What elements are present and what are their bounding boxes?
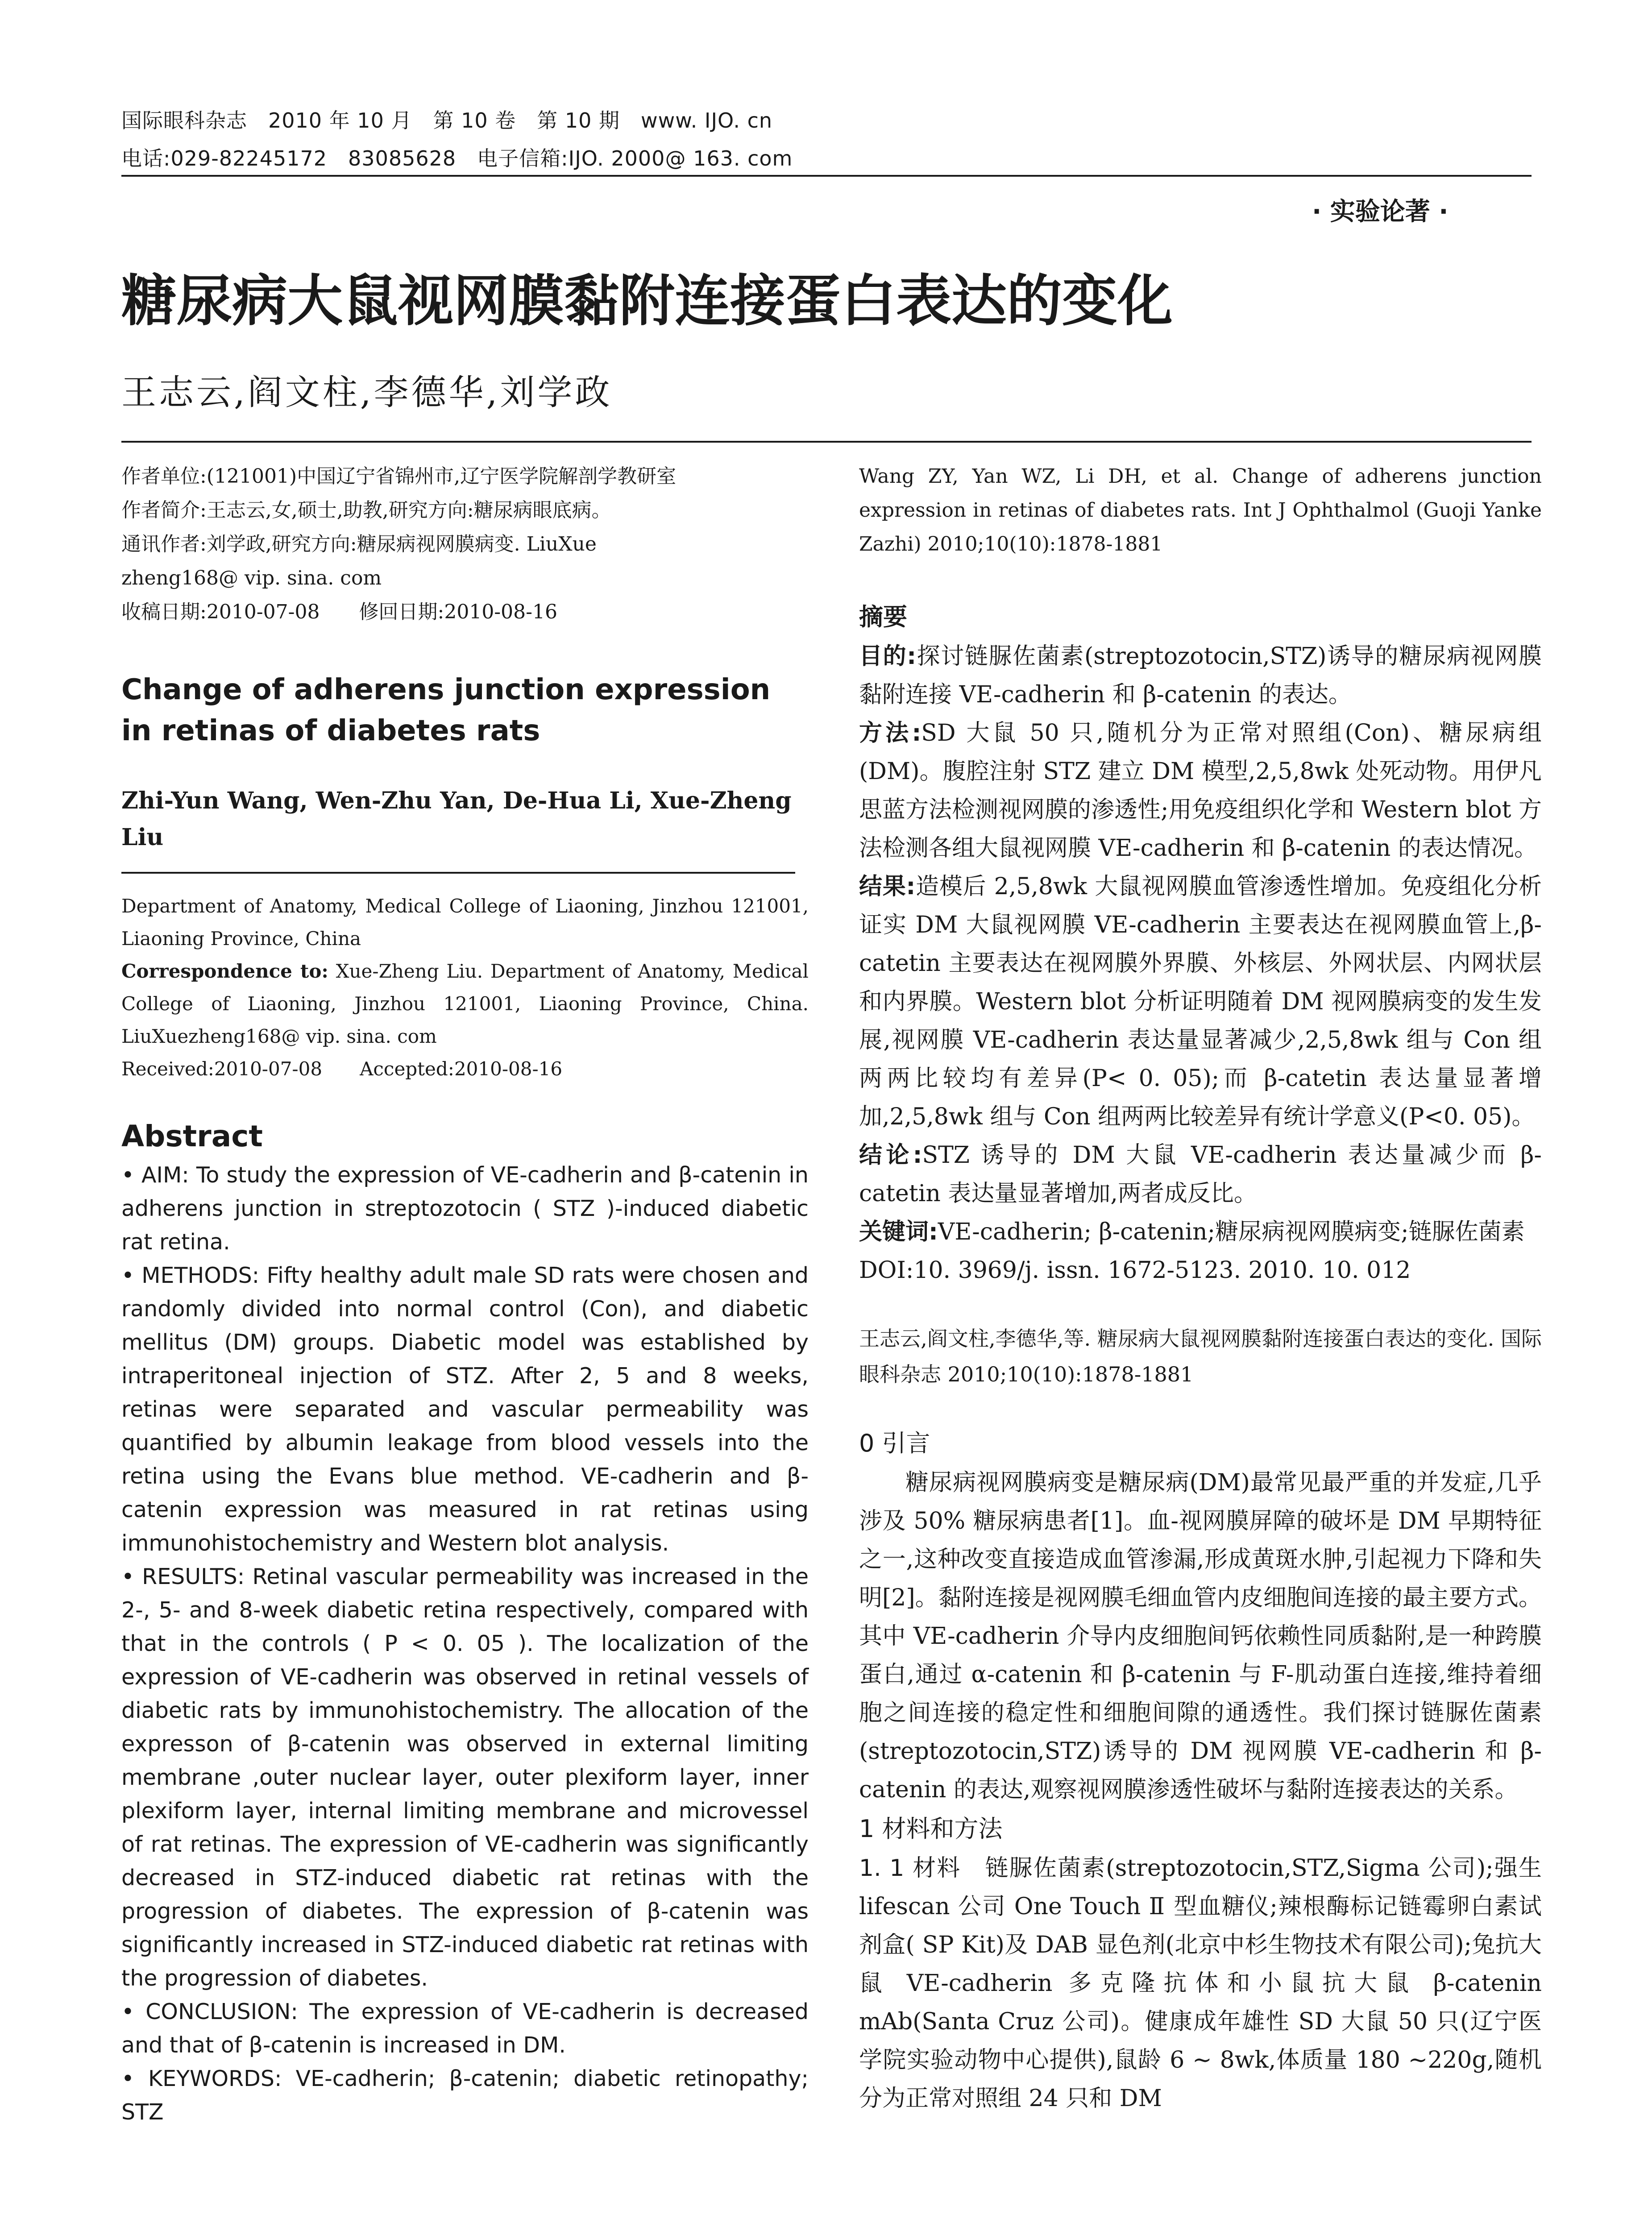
citation-cn: 王志云,阎文柱,李德华,等. 糖尿病大鼠视网膜黏附连接蛋白表达的变化. 国际眼科杂志 2010;10(10):1878-1881 — [859, 1327, 1542, 1386]
corresponding-email: zheng168@ vip. sina. com — [121, 567, 382, 589]
abstract-methods-en — [121, 1259, 809, 1560]
correspondence-en — [121, 955, 809, 1053]
conclusion-label-en: • CONCLUSION: — [121, 1999, 298, 2024]
abstract-keywords-cn — [859, 1213, 1542, 1251]
affiliation-cn — [121, 460, 809, 629]
header-rule — [121, 175, 1532, 177]
materials-paragraph — [859, 1849, 1542, 2118]
aim-label-cn: 目的: — [859, 643, 917, 670]
methods-label-cn: 方法: — [859, 720, 921, 746]
abstract-heading-en: Abstract — [121, 1119, 263, 1153]
department-en: Department of Anatomy, Medical College of Liaoning, Jinzhou 121001, Liaoning Province, China — [121, 895, 809, 950]
conclusion-label-cn: 结论: — [859, 1142, 922, 1169]
methods-text-cn: SD 大鼠 50 只,随机分为正常对照组(Con)、糖尿病组(DM)。腹腔注射 STZ 建立 DM 模型,2,5,8wk 处死动物。用伊凡思蓝方法检测视网膜的渗透性;用免疫组织化学和 Western blot 方法检测各组大鼠视网膜 VE-cadherin 和 β-catenin 的表达情况。 — [859, 720, 1542, 862]
aim-text-en: To study the expression of VE-cadherin and β-catenin in adherens junction in streptozotocin ( STZ )-induced diabetic rat retina. — [121, 1162, 809, 1255]
author-bio: 作者简介:王志云,女,硕士,助教,研究方向:糖尿病眼底病。 — [121, 499, 611, 522]
left-column — [121, 460, 809, 2129]
abstract-conclusion-cn — [859, 1136, 1542, 1213]
results-text-en: Retinal vascular permeability was increased in the 2-, 5- and 8-week diabetic retina respectively, compared with that in the controls ( P < 0. 05 ). The localization of the expression of VE-cadherin was observed in retinal vessels of diabetic rats by immunohistochemistry. The allocation of the expresson of β-catenin was observed in external limiting membrane ,outer nuclear layer, outer plexiform layer, inner plexiform layer, internal limiting membrane and microvessel of rat retinas. The expression of VE-cadherin was significantly decreased in STZ-induced diabetic rat retinas with the progression of diabetes. The expression of β-catenin was significantly increased in STZ-induced diabetic rat retinas with the progression of diabetes. — [121, 1564, 809, 1991]
received-dates-en: Received:2010-07-08 Accepted:2010-08-16 — [121, 1058, 563, 1080]
conclusion-text-en: The expression of VE-cadherin is decreased and that of β-catenin is increased in DM. — [121, 1999, 809, 2058]
keywords-text-en: VE-cadherin; β-catenin; diabetic retinopathy; STZ — [121, 2066, 809, 2125]
authors-en: Zhi-Yun Wang, Wen-Zhu Yan, De-Hua Li, Xue-Zheng Liu — [121, 787, 792, 851]
keywords-label-en: • KEYWORDS: — [121, 2066, 282, 2091]
title-rule — [121, 441, 1532, 443]
methods-label-en: • METHODS: — [121, 1263, 260, 1288]
materials-label: 1. 1 材料 — [859, 1855, 961, 1882]
results-label-cn: 结果: — [859, 873, 916, 900]
affiliation-en — [121, 890, 809, 1085]
doi: DOI:10. 3969/j. issn. 1672-5123. 2010. 10. 012 — [859, 1257, 1411, 1284]
abstract-methods-cn — [859, 714, 1542, 867]
methods-text-en: Fifty healthy adult male SD rats were chosen and randomly divided into normal control (Con), and diabetic mellitus (DM) groups. Diabetic model was established by intraperitoneal injection of STZ. After 2, 5 and 8 weeks, retinas were separated and vascular permeability was quantified by albumin leakage from blood vessels into the retina using the Evans blue method. VE-cadherin and β-catenin expression was measured in rat retinas using immunohistochemistry and Western blot analysis. — [121, 1263, 809, 1556]
abstract-keywords-en — [121, 2062, 809, 2129]
journal-header-line-1: 国际眼科杂志 2010 年 10 月 第 10 卷 第 10 期 www. IJO. cn — [121, 108, 773, 133]
abstract-aim-en — [121, 1158, 809, 1259]
journal-header-line-2: 电话:029-82245172 83085628 电子信箱:IJO. 2000@ 163. com — [121, 146, 793, 170]
title-en: Change of adherens junction expression in retinas of diabetes rats — [121, 673, 771, 747]
correspondence-label: Correspondence to: — [121, 960, 328, 982]
abstract-aim-cn — [859, 637, 1542, 714]
citation-en: Wang ZY, Yan WZ, Li DH, et al. Change of adherens junction expression in retinas of diabetes rats. Int J Ophthalmol (Guoji Yanke Zazhi) 2010;10(10):1878-1881 — [859, 465, 1542, 556]
materials-text: 链脲佐菌素(streptozotocin,STZ,Sigma 公司);强生 lifescan 公司 One Touch Ⅱ 型血糖仪;辣根酶标记链霉卵白素试剂盒( SP Kit)及 DAB 显色剂(北京中杉生物技术有限公司);兔抗大鼠 VE-cadherin 多克隆抗体和小鼠抗大鼠 β-catenin mAb(Santa Cruz 公司)。健康成年雄性 SD 大鼠 50 只(辽宁医学院实验动物中心提供),鼠龄 6 ~ 8wk,体质量 180 ~220g,随机分为正常对照组 24 只和 DM — [859, 1855, 1542, 2112]
keywords-label-cn: 关键词: — [859, 1219, 938, 1245]
received-dates-cn: 收稿日期:2010-07-08 修回日期:2010-08-16 — [121, 601, 558, 623]
abstract-conclusion-en — [121, 1995, 809, 2062]
corresponding-author: 通讯作者:刘学政,研究方向:糖尿病视网膜病变. LiuXue — [121, 533, 597, 556]
abstract-en — [121, 1158, 809, 2129]
authors-cn: 王志云,阎文柱,李德华,刘学政 — [121, 373, 613, 413]
aim-label-en: • AIM: — [121, 1162, 189, 1188]
page-title-cn: 糖尿病大鼠视网膜黏附连接蛋白表达的变化 — [121, 269, 1173, 333]
section-tag: · 实验论著 · — [1312, 197, 1449, 226]
methods-heading: 1 材料和方法 — [859, 1815, 1003, 1843]
aim-text-cn: 探讨链脲佐菌素(streptozotocin,STZ)诱导的糖尿病视网膜黏附连接 VE-cadherin 和 β-catenin 的表达。 — [859, 643, 1542, 708]
intro-paragraph: 糖尿病视网膜病变是糖尿病(DM)最常见最严重的并发症,几乎涉及 50% 糖尿病患者[1]。血-视网膜屏障的破坏是 DM 早期特征之一,这种改变直接造成血管渗漏,形成黄斑水肿,引起视力下降和失明[2]。黏附连接是视网膜毛细血管内皮细胞间连接的最主要方式。其中 VE-cadherin 介导内皮细胞间钙依赖性同质黏附,是一种跨膜蛋白,通过 α-catenin 和 β-catenin 与 F-肌动蛋白连接,维持着细胞之间连接的稳定性和细胞间隙的通透性。我们探讨链脲佐菌素(streptozotocin,STZ)诱导的 DM 视网膜 VE-cadherin 和 β-catenin 的表达,观察视网膜渗透性破坏与黏附连接表达的关系。 — [859, 1469, 1542, 1803]
abstract-results-en — [121, 1560, 809, 1995]
conclusion-text-cn: STZ 诱导的 DM 大鼠 VE-cadherin 表达量减少而 β-catetin 表达量显著增加,两者成反比。 — [859, 1142, 1542, 1207]
authors-rule — [121, 872, 795, 874]
right-column — [859, 460, 1542, 2118]
results-label-en: • RESULTS: — [121, 1564, 245, 1589]
keywords-text-cn: VE-cadherin; β-catenin;糖尿病视网膜病变;链脲佐菌素 — [938, 1219, 1525, 1245]
correspondence-text: Xue-Zheng Liu. Department of Anatomy, Medical College of Liaoning, Jinzhou 121001, Liaoning Province, China. LiuXuezheng168@ vip. sina. com — [121, 960, 809, 1047]
affiliation-unit: 作者单位:(121001)中国辽宁省锦州市,辽宁医学院解剖学教研室 — [121, 465, 677, 488]
abstract-heading-cn: 摘要 — [859, 603, 907, 631]
abstract-results-cn — [859, 867, 1542, 1136]
results-text-cn: 造模后 2,5,8wk 大鼠视网膜血管渗透性增加。免疫组化分析证实 DM 大鼠视网膜 VE-cadherin 主要表达在视网膜血管上,β-catetin 主要表达在视网膜外界膜、外核层、外网状层、内网状层和内界膜。Western blot 分析证明随着 DM 视网膜病变的发生发展,视网膜 VE-cadherin 表达量显著减少,2,5,8wk 组与 Con 组两两比较均有差异(P< 0. 05);而 β-catetin 表达量显著增加,2,5,8wk 组与 Con 组两两比较差异有统计学意义(P<0. 05)。 — [859, 873, 1542, 1130]
intro-heading: 0 引言 — [859, 1429, 930, 1457]
abstract-cn — [859, 637, 1542, 1290]
